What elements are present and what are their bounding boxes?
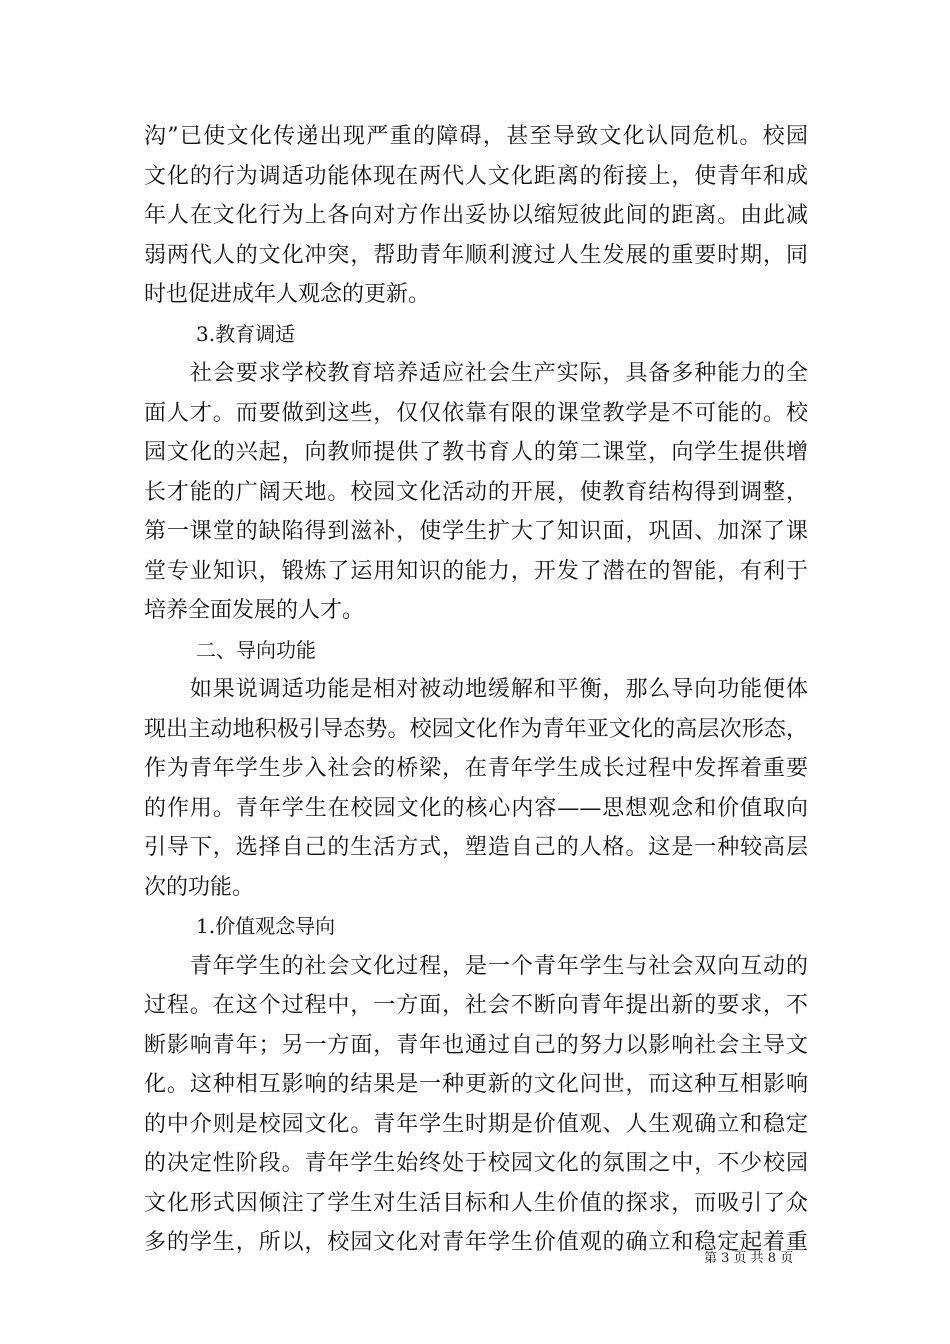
text-line: 年人在文化行为上各向对方作出妥协以缩短彼此间的距离。由此减 xyxy=(144,203,808,228)
text-line: 社会要求学校教育培养适应社会生产实际，具备多种能力的全 xyxy=(144,361,808,386)
text-line: 的决定性阶段。青年学生始终处于校园文化的氛围之中，不少校园 xyxy=(144,1151,808,1176)
text-line: 培养全面发展的人才。 xyxy=(144,598,365,623)
text-line: 弱两代人的文化冲突，帮助青年顺利渡过人生发展的重要时期，同 xyxy=(144,242,808,268)
section-heading: 1.价值观念导向 xyxy=(196,914,336,938)
text-line: 文化的行为调适功能体现在两代人文化距离的衔接上，使青年和成 xyxy=(144,163,808,189)
text-line: 时也促进成年人观念的更新。 xyxy=(144,282,431,307)
body-text xyxy=(144,117,808,1263)
text-line: 文化形式因倾注了学生对生活目标和人生价值的探求，而吸引了众 xyxy=(144,1190,808,1216)
text-line: 断影响青年；另一方面，青年也通过自己的努力以影响社会主导文 xyxy=(144,1032,808,1058)
text-line: 园文化的兴起，向教师提供了教书育人的第二课堂，向学生提供增 xyxy=(144,440,808,465)
text-line: 多的学生，所以，校园文化对青年学生价值观的确立和稳定起着重 xyxy=(144,1230,808,1255)
text-line: 青年学生的社会文化过程，是一个青年学生与社会双向互动的 xyxy=(144,953,808,979)
text-line: 沟”已使文化传递出现严重的障碍，甚至导致文化认同危机。校园 xyxy=(144,124,808,149)
text-line: 的中介则是校园文化。青年学生时期是价值观、人生观确立和稳定 xyxy=(144,1111,808,1137)
text-line: 次的功能。 xyxy=(144,874,255,900)
section-heading: 二、导向功能 xyxy=(196,637,316,662)
text-line: 如果说调适功能是相对被动地缓解和平衡，那么导向功能便体 xyxy=(144,677,808,702)
text-line: 作为青年学生步入社会的桥梁，在青年学生成长过程中发挥着重要 xyxy=(144,756,808,781)
text-line: 堂专业知识，锻炼了运用知识的能力，开发了潜在的智能，有利于 xyxy=(144,558,808,584)
text-line: 面人才。而要做到这些，仅仅依靠有限的课堂教学是不可能的。校 xyxy=(144,400,808,426)
text-line: 长才能的广阔天地。校园文化活动的开展，使教育结构得到调整， xyxy=(144,479,808,505)
section-heading: 3.教育调适 xyxy=(196,321,296,346)
text-line: 现出主动地积极引导态势。校园文化作为青年亚文化的高层次形态， xyxy=(144,716,808,742)
text-line: 过程。在这个过程中，一方面，社会不断向青年提出新的要求，不 xyxy=(144,993,808,1018)
page-number: 第 3 页 共 8 页 xyxy=(704,1251,794,1266)
text-line: 引导下，选择自己的生活方式，塑造自己的人格。这是一种较高层 xyxy=(144,835,808,860)
text-line: 第一课堂的缺陷得到滋补，使学生扩大了知识面，巩固、加深了课 xyxy=(144,519,808,544)
text-line: 化。这种相互影响的结果是一种更新的文化问世，而这种互相影响 xyxy=(144,1072,808,1097)
text-line: 的作用。青年学生在校园文化的核心内容——思想观念和价值取向 xyxy=(144,795,808,821)
